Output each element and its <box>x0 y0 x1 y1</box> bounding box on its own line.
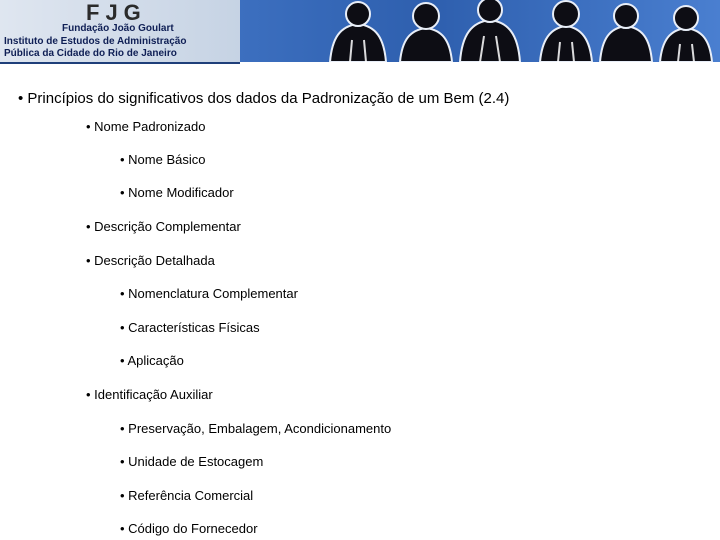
org-name-line-2: Instituto de Estudos de Administração <box>4 36 187 47</box>
list-item: • Nomenclatura Complementar <box>120 286 298 301</box>
slide-title: • Princípios do significativos dos dados da Padronização de um Bem (2.4) <box>18 90 510 107</box>
list-item: • Nome Básico <box>120 152 206 167</box>
org-name-line-1: Fundação João Goulart <box>62 23 174 34</box>
list-item: • Aplicação <box>120 353 184 368</box>
list-item: • Características Físicas <box>120 320 260 335</box>
list-item: • Código do Fornecedor <box>120 521 258 536</box>
list-item: • Nome Modificador <box>120 185 234 200</box>
list-item: • Nome Padronizado <box>86 119 206 134</box>
list-item: • Descrição Complementar <box>86 219 241 234</box>
list-item: • Referência Comercial <box>120 488 254 503</box>
list-item: • Identificação Auxiliar <box>86 387 213 402</box>
list-item: • Descrição Detalhada <box>86 253 215 268</box>
org-name-line-3: Pública da Cidade do Rio de Janeiro <box>4 48 177 59</box>
list-item: • Unidade de Estocagem <box>120 454 264 469</box>
fjg-logo: FJG <box>86 0 147 25</box>
list-item: • Preservação, Embalagem, Acondicionamento <box>120 421 392 436</box>
